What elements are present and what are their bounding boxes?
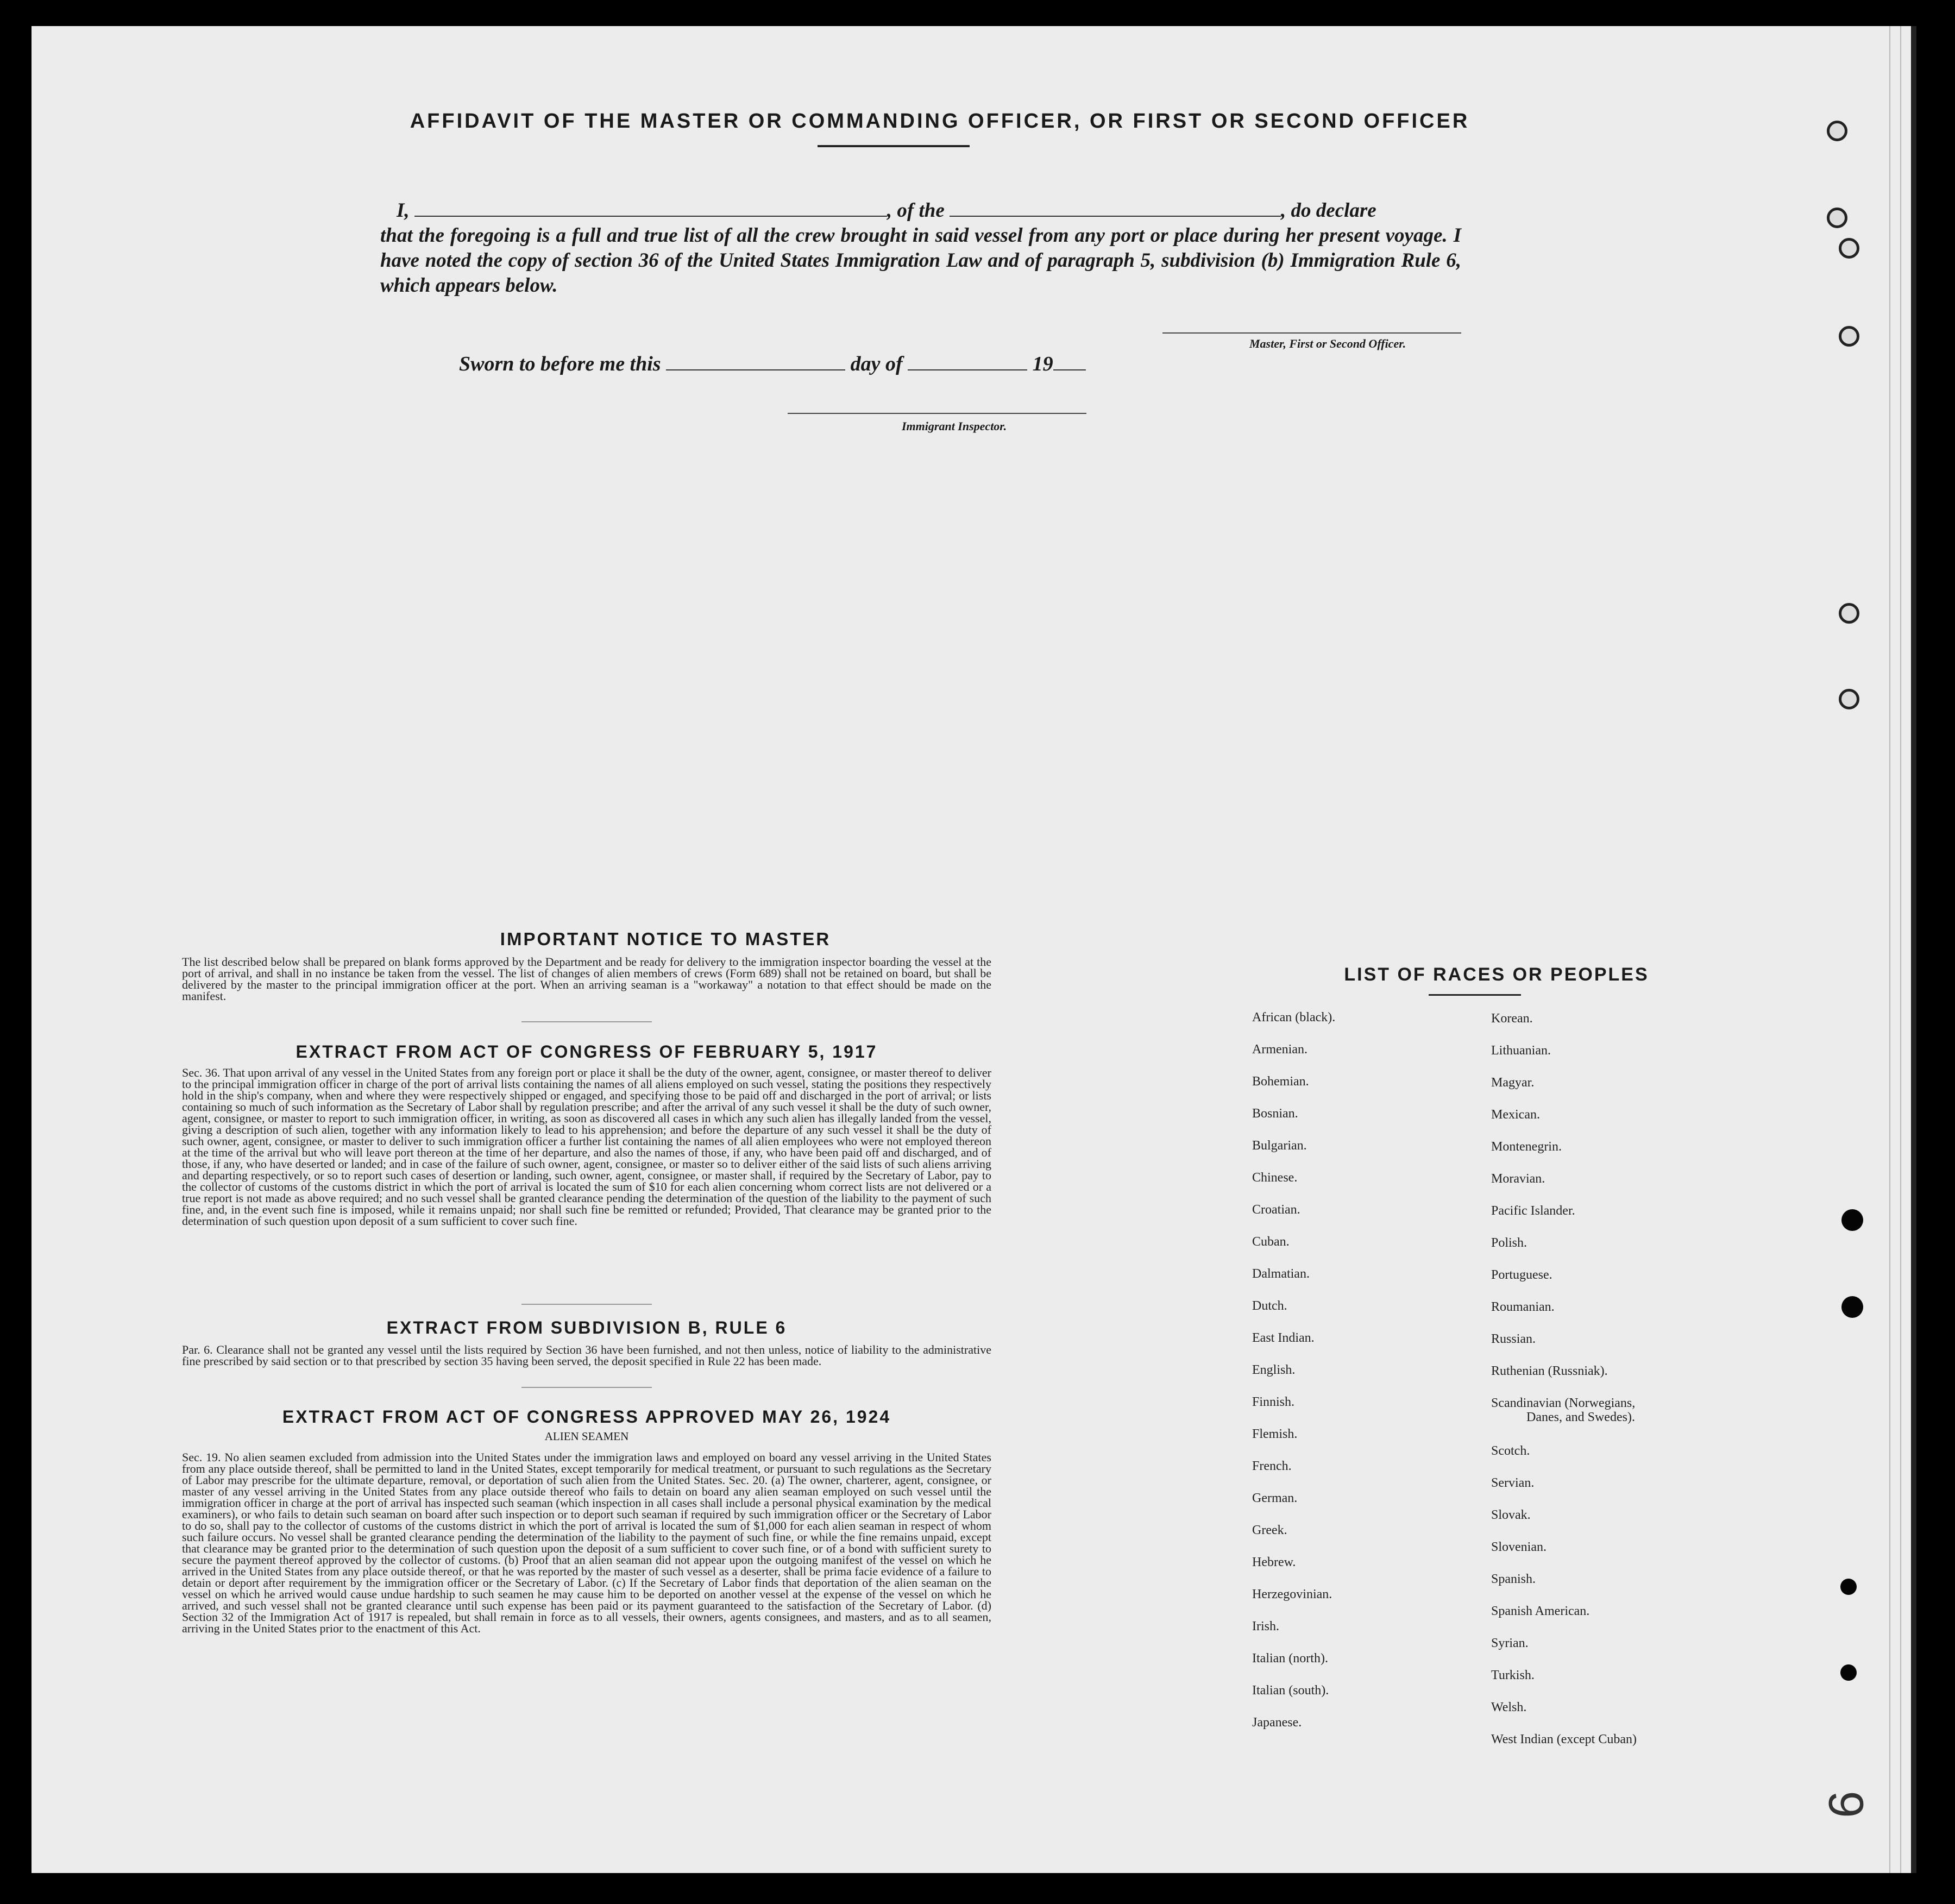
race-item: Lithuanian. (1491, 1044, 1551, 1058)
race-item: African (black). (1252, 1010, 1336, 1025)
race-item: Welsh. (1491, 1700, 1527, 1714)
race-item: Portuguese. (1491, 1268, 1552, 1282)
races-title: LIST OF RACES OR PEOPLES (1344, 964, 1649, 985)
race-item: Dutch. (1252, 1299, 1287, 1313)
race-item: English. (1252, 1363, 1296, 1377)
race-item: Greek. (1252, 1523, 1287, 1537)
race-item: Italian (north). (1252, 1651, 1328, 1666)
master-signature-line[interactable] (1162, 332, 1461, 334)
race-item: Magyar. (1491, 1076, 1535, 1090)
binder-hole (1840, 1579, 1857, 1595)
race-item: Bulgarian. (1252, 1139, 1307, 1153)
affidavit-text: that the foregoing is a full and true list of all the crew brought in said vessel from any port or place during her present voyage. I have noted the copy of section 36 of the United States Immigration Law and of paragraph 5, subdivision (b) Immigration Rule 6, which appears below. (380, 224, 1461, 297)
race-item: Hebrew. (1252, 1555, 1296, 1569)
race-item: Chinese. (1252, 1171, 1298, 1185)
inspector-signature-line[interactable] (788, 413, 1086, 414)
binder-hole (1839, 238, 1859, 259)
race-item: Russian. (1491, 1332, 1536, 1346)
day-field[interactable] (666, 356, 845, 370)
margin-rule (1889, 26, 1890, 1873)
section-divider (521, 1387, 652, 1388)
binder-hole (1827, 121, 1847, 141)
race-item: Polish. (1491, 1236, 1527, 1250)
binder-hole (1827, 208, 1847, 228)
race-item: Croatian. (1252, 1203, 1300, 1217)
race-item: Dalmatian. (1252, 1267, 1310, 1281)
race-item: Korean. (1491, 1011, 1533, 1026)
race-item: West Indian (except Cuban) (1491, 1732, 1637, 1746)
year-field[interactable] (1053, 356, 1086, 370)
rule-6-text: Par. 6. Clearance shall not be granted any vessel until the lists required by Section 36 have been furnished, and not then unless, notice of liability to the administrative fine prescribed by said section or to that prescribed by section 35 having been served, the deposit specified in Rule 22 has been made. (182, 1343, 991, 1368)
month-field[interactable] (908, 356, 1027, 370)
race-item: Finnish. (1252, 1395, 1295, 1409)
race-item: Slovenian. (1491, 1540, 1547, 1554)
affidavit-title: AFFIDAVIT OF THE MASTER OR COMMANDING OFFICER, OR FIRST OR SECOND OFFICER (410, 110, 1470, 133)
day-of-label: day of (850, 353, 903, 375)
race-item: Scotch. (1491, 1444, 1530, 1458)
race-item: Armenian. (1252, 1042, 1307, 1057)
act-1917-title: EXTRACT FROM ACT OF CONGRESS OF FEBRUARY 5, 1917 (296, 1042, 878, 1061)
race-item: Mexican. (1491, 1108, 1540, 1122)
race-item: Syrian. (1491, 1636, 1529, 1650)
race-item: Irish. (1252, 1619, 1279, 1633)
notice-text: The list described below shall be prepared on blank forms approved by the Department and be ready for delivery to the immigration inspector boarding the vessel at the port of arrival, and shall in no instance be taken from the vessel. The list of changes of alien members of crews (Form 689) shall not be retained on board, but shall be delivered by the master to the principal immigration officer at the port. When an arriving seaman is a "workaway" a notation to that effect should be made on the manifest. (182, 955, 991, 1003)
margin-rule (1900, 26, 1901, 1873)
races-title-underline (1429, 994, 1521, 996)
margin-mark: 9 (1818, 1790, 1873, 1818)
sworn-label: Sworn to before me this (459, 353, 661, 375)
name-field[interactable] (414, 203, 887, 217)
race-item: Turkish. (1491, 1668, 1535, 1682)
race-item: Flemish. (1252, 1427, 1298, 1441)
race-item: Ruthenian (Russniak). (1491, 1364, 1608, 1378)
race-item: Bosnian. (1252, 1107, 1298, 1121)
binder-hole (1839, 689, 1859, 709)
race-item: Scandinavian (Norwegians, (1491, 1396, 1636, 1410)
binder-hole (1839, 326, 1859, 347)
do-declare-label: , do declare (1281, 199, 1376, 222)
binder-hole (1839, 603, 1859, 624)
race-item: Spanish American. (1491, 1604, 1590, 1618)
act-1924-subtitle: ALIEN SEAMEN (544, 1430, 629, 1443)
race-item: Montenegrin. (1491, 1140, 1562, 1154)
race-item: Bohemian. (1252, 1074, 1309, 1089)
signature-caption: Master, First or Second Officer. (1249, 337, 1406, 350)
i-label: I, (397, 199, 410, 222)
vessel-field[interactable] (950, 203, 1281, 217)
binder-hole (1841, 1209, 1863, 1231)
rule-6-title: EXTRACT FROM SUBDIVISION B, RULE 6 (386, 1318, 787, 1337)
binder-hole (1840, 1664, 1857, 1681)
inspector-caption: Immigrant Inspector. (902, 419, 1007, 433)
notice-title: IMPORTANT NOTICE TO MASTER (500, 929, 831, 949)
affidavit-body (380, 198, 1461, 298)
race-item: Spanish. (1491, 1572, 1536, 1586)
act-1924-title: EXTRACT FROM ACT OF CONGRESS APPROVED MAY 26, 1924 (282, 1407, 891, 1427)
race-item: Italian (south). (1252, 1683, 1329, 1698)
section-divider (521, 1304, 652, 1305)
binder-hole (1841, 1296, 1863, 1318)
race-item: German. (1252, 1491, 1298, 1505)
declarant-line (380, 198, 1461, 223)
race-item: Roumanian. (1491, 1300, 1555, 1314)
act-1917-text: Sec. 36. That upon arrival of any vessel in the United States from any foreign port or place it shall be the duty of the owner, agent, consignee, or master thereof to deliver to the principal immigration officer in charge of the port of arrival lists containing the names of all aliens employed on such vessel, stating the positions they respectively hold in the ship's company, when and where they were respectively shipped or engaged, and specifying those to be paid off and discharged in the port of arrival; or lists containing so much of such information as the Secretary of Labor shall by regulation prescribe; and after the arrival of any such vessel it shall be the duty of such owner, agent, consignee, or master to report to such immigration officer, in writing, as soon as discovered all cases in which any such alien has illegally landed from the vessel, giving a description of such alien, together with any information likely to lead to his apprehension; and before the departure of any such vessel it shall be the duty of such owner, agent, consignee, or master to deliver to such immigration officer a further list containing the names of all alien employees who were not employed thereon at the time of the arrival but who will leave port thereon at the time of her departure, and also the names of those, if any, who have been paid off and discharged, and of those, if any, who have deserted or landed; and in case of the failure of such owner, agent, consignee, or master so to deliver either of the said lists of such aliens arriving and departing respectively, or so to report such cases of desertion or landing, such owner, agent, consignee, or master shall, if required by the Secretary of Labor, pay to the collector of customs of the customs district in which the port of arrival is located the sum of $10 for each alien concerning whom correct lists are not delivered or a true report is not made as above required; and no such vessel shall be granted clearance pending the determination of the question of the liability to the payment of such fine, and, in the event such fine is imposed, while it remains unpaid; nor shall such fine be remitted or refunded; Provided, That clearance may be granted prior to the determination of such question upon deposit of a sum sufficient to cover such fine. (182, 1066, 991, 1228)
race-item: Cuban. (1252, 1235, 1290, 1249)
race-item: Moravian. (1491, 1172, 1545, 1186)
race-item: Servian. (1491, 1476, 1535, 1490)
race-item: Danes, and Swedes). (1526, 1410, 1635, 1424)
of-the-label: , of the (887, 199, 945, 222)
year-prefix: 19 (1032, 353, 1053, 375)
race-item: Pacific Islander. (1491, 1204, 1575, 1218)
section-divider (521, 1021, 652, 1022)
title-underline (818, 145, 970, 147)
race-item: Herzegovinian. (1252, 1587, 1332, 1601)
race-item: Slovak. (1491, 1508, 1531, 1522)
race-item: French. (1252, 1459, 1292, 1473)
act-1924-text: Sec. 19. No alien seamen excluded from admission into the United States under the immigration laws and employed on board any vessel arriving in the United States from any place outside thereof, shall be permitted to land in the United States, except temporarily for medical treatment, or pursuant to such regulations as the Secretary of Labor may prescribe for the ultimate departure, removal, or deportation of such alien from the United States. Sec. 20. (a) The owner, charterer, agent, consignee, or master of any vessel arriving in the United States from any place outside thereof who fails to detain on board any alien seaman employed on such vessel until the immigration officer in charge at the port of arrival has inspected such seaman (which inspection in all cases shall include a personal physical examination by the medical examiners), or who fails to detain such seaman on board after such inspection or to deport such seaman if required by such immigration officer or the Secretary of Labor to do so, shall pay to the collector of customs of the customs district in which the port of arrival is located the sum of $1,000 for each alien seaman in respect of whom such failure occurs. No vessel shall be granted clearance pending the determination of the liability to the payment of such fine, or while the fine remains unpaid, except that clearance may be granted prior to the determination of such question upon the deposit of a sum sufficient to cover such fine, or of a bond with sufficient surety to secure the payment thereof approved by the collector of customs. (b) Proof that an alien seaman did not appear upon the outgoing manifest of the vessel on which he arrived in the United States from any place outside thereof, or that he was reported by the master of such vessel as a deserter, shall be prima facie evidence of a failure to detain or deport after requirement by the immigration officer or the Secretary of Labor. (c) If the Secretary of Labor finds that deportation of the alien seaman on the vessel on which he arrived would cause undue hardship to such seamen he may cause him to be deported on another vessel at the expense of the vessel on which he arrived, and such vessel shall not be granted clearance until such expense has been paid or its payment guaranteed to the satisfaction of the Secretary of Labor. (d) Section 32 of the Immigration Act of 1917 is repealed, but shall remain in force as to all vessels, their owners, agents consignees, and masters, and as to all seamen, arriving in the United States prior to the enactment of this Act. (182, 1450, 991, 1635)
race-item: Japanese. (1252, 1716, 1302, 1730)
race-item: East Indian. (1252, 1331, 1315, 1345)
sworn-line (459, 352, 1086, 376)
